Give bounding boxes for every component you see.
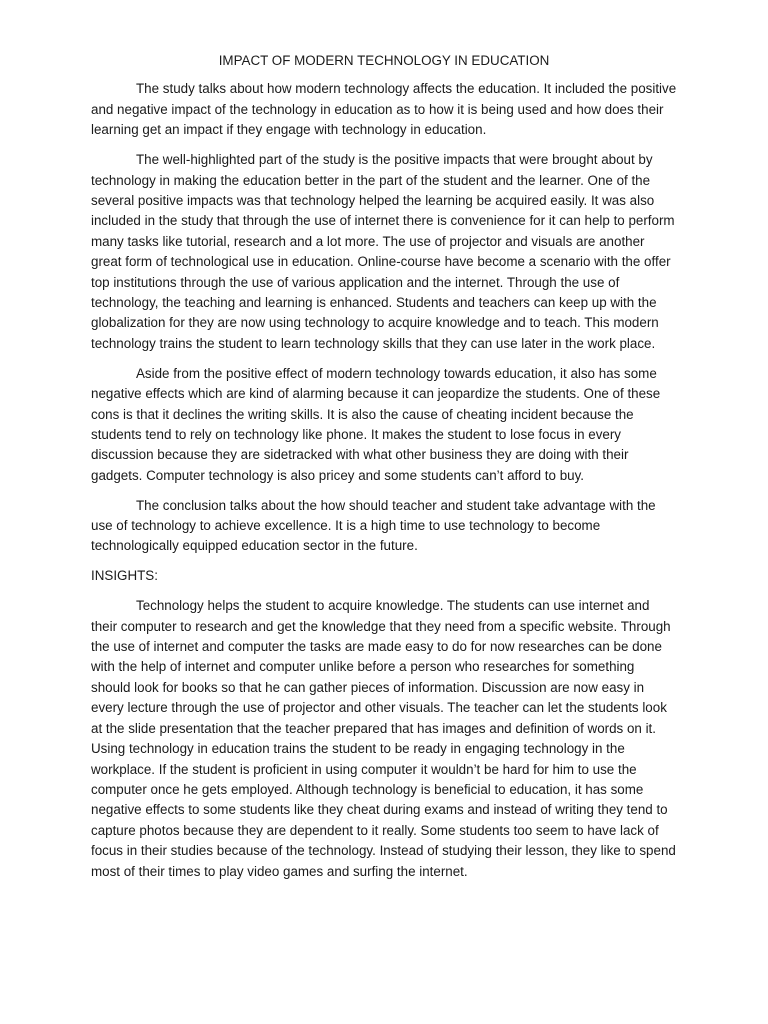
paragraph-negative-effects: Aside from the positive effect of modern technology towards education, it also has some negative effects which are kind of alarming because it can jeopardize the students. One of these cons is that it declines the writing skills. It is also the cause of cheating incident because the students tend to rely on technology like phone. It makes the student to lose focus in every discussion because they are sidetracked with what other business they are doing with their gadgets. Computer technology is also pricey and some students can’t afford to buy. [91,365,661,483]
document-page [91,51,677,891]
paragraph-conclusion: The conclusion talks about the how should teacher and student take advantage with the use of technology to achieve excellence. It is a high time to use technology to become technologically equipped education sector in the future. [91,497,656,554]
paragraph-positive-impacts: The well-highlighted part of the study is the positive impacts that were brought about by technology in making the education better in the part of the student and the learner. One of the several positive impacts was that technology helped the learning be acquired easily. It was also included in the study that through the use of internet there is convenience for it can help to perform many tasks like tutorial, research and a lot more. The use of projector and visuals are another great form of technological use in education. Online-course have become a scenario with the offer top institutions through the use of various application and the internet. Through the use of technology, the teaching and learning is enhanced. Students and teachers can keep up with the globalization for they are now using technology to acquire knowledge and to teach. This modern technology trains the student to learn technology skills that they can use later in the work place. [91,152,675,351]
insights-heading: INSIGHTS: [91,568,158,584]
document-title: IMPACT OF MODERN TECHNOLOGY IN EDUCATION [218,53,550,68]
paragraph-summary-intro: The study talks about how modern technology affects the education. It included the positive and negative impact of the technology in education as to how it is being used and how does their learning get an impact if they engage with technology in education. [91,81,677,138]
paragraph-insights: Technology helps the student to acquire knowledge. The students can use internet and their computer to research and get the knowledge that they need from a specific website. Through the use of internet and computer the tasks are made easy to do for now researches can be done with the help of internet and computer unlike before a person who researches for something should look for books so that he can gather pieces of information. Discussion are now easy in every lecture through the use of projector and other visuals. The teacher can let the students look at the slide presentation that the teacher prepared that has images and definition of words on it. Using technology in education trains the student to be ready in engaging technology in the workplace. If the student is proficient in using computer it wouldn’t be hard for him to use the computer once he gets employed. Although technology is beneficial to education, it has some negative effects to some students like they cheat during exams and instead of writing they tend to capture photos because they are dependent to it really. Some students too seem to have lack of focus in their studies because of the technology. Instead of studying their lesson, they like to spend most of their times to play video games and surfing the internet. [91,598,676,879]
